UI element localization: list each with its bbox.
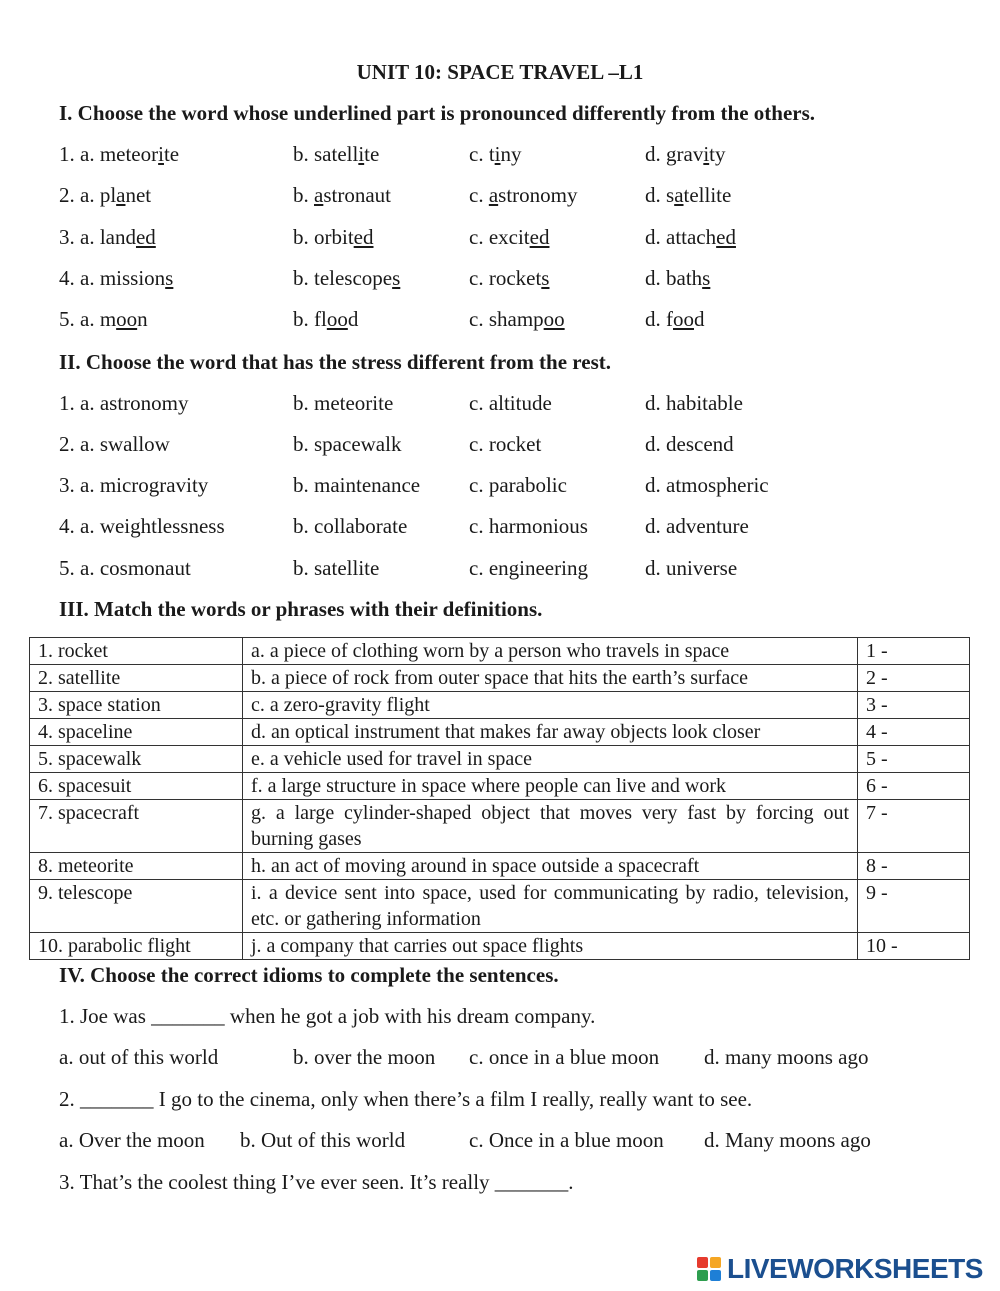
- option-part: b. fl: [293, 307, 327, 331]
- option[interactable]: d. atmospheric: [645, 473, 769, 497]
- option[interactable]: [469, 266, 549, 291]
- option[interactable]: [469, 307, 565, 332]
- option[interactable]: [59, 307, 148, 332]
- option-part: a: [116, 183, 126, 207]
- option-part: 1. a. meteor: [59, 142, 159, 166]
- option[interactable]: c. rocket: [469, 432, 542, 456]
- option-part: c.: [469, 183, 489, 207]
- table-row: [30, 853, 970, 880]
- option[interactable]: b. collaborate: [293, 514, 408, 538]
- option-part: 2. a. pl: [59, 183, 117, 207]
- option-part: i: [703, 142, 710, 166]
- option[interactable]: c. once in a blue moon: [469, 1045, 660, 1069]
- option-part: tellite: [683, 183, 732, 207]
- option[interactable]: [645, 225, 736, 250]
- option[interactable]: [59, 225, 156, 250]
- option-part: c. rocket: [469, 266, 542, 290]
- term-cell: 3. space station: [30, 692, 243, 719]
- section2-heading: II. Choose the word that has the stress different from the rest.: [59, 350, 611, 374]
- option[interactable]: c. altitude: [469, 391, 552, 415]
- table-row: [30, 692, 970, 719]
- definition-cell: d. an optical instrument that makes far away objects look closer: [243, 719, 858, 746]
- option[interactable]: c. Once in a blue moon: [469, 1128, 664, 1152]
- section3-heading: III. Match the words or phrases with their definitions.: [59, 597, 543, 621]
- option[interactable]: d. adventure: [645, 514, 749, 538]
- idiom-question-2: 2. _______ I go to the cinema, only when there’s a film I really, really want to see.: [59, 1087, 753, 1111]
- option-part: te: [163, 142, 180, 166]
- option[interactable]: b. meteorite: [293, 391, 394, 415]
- option[interactable]: [293, 266, 400, 291]
- option-part: oo: [326, 307, 348, 331]
- option[interactable]: [645, 266, 710, 291]
- table-row: [30, 719, 970, 746]
- option[interactable]: c. harmonious: [469, 514, 588, 538]
- definition-cell: f. a large structure in space where people can live and work: [243, 773, 858, 800]
- answer-cell[interactable]: 9 -: [858, 880, 970, 933]
- option-part: stronomy: [498, 183, 578, 207]
- term-cell: 4. spaceline: [30, 719, 243, 746]
- answer-cell[interactable]: 8 -: [858, 853, 970, 880]
- option-part: s: [541, 266, 550, 290]
- definition-cell: h. an act of moving around in space outside a spacecraft: [243, 853, 858, 880]
- logo-text: LIVEWORKSHEETS: [727, 1253, 983, 1284]
- option[interactable]: 3. a. microgravity: [59, 473, 209, 497]
- option[interactable]: d. habitable: [645, 391, 743, 415]
- section1-heading: I. Choose the word whose underlined part is pronounced differently from the others.: [59, 101, 816, 125]
- option-part: oo: [673, 307, 694, 331]
- option-part: oo: [116, 307, 138, 331]
- option[interactable]: 2. a. swallow: [59, 432, 170, 456]
- option-part: s: [165, 266, 174, 290]
- table-row: [30, 773, 970, 800]
- option-part: ny: [500, 142, 522, 166]
- option[interactable]: [469, 183, 578, 208]
- option-part: d: [347, 307, 359, 331]
- term-cell: 7. spacecraft: [30, 800, 243, 853]
- option-part: n: [137, 307, 148, 331]
- option[interactable]: c. engineering: [469, 556, 588, 580]
- option[interactable]: b. spacewalk: [293, 432, 402, 456]
- option-part: s: [392, 266, 401, 290]
- definition-cell: i. a device sent into space, used for communicating by radio, television, etc. or gathering information: [243, 880, 858, 933]
- option-part: stronaut: [323, 183, 391, 207]
- table-row: [30, 800, 970, 853]
- idiom-question-3: 3. That’s the coolest thing I’ve ever seen. It’s really _______.: [59, 1170, 574, 1194]
- option[interactable]: a. Over the moon: [59, 1128, 205, 1152]
- option[interactable]: [59, 142, 179, 167]
- option[interactable]: [59, 266, 173, 291]
- answer-cell[interactable]: 10 -: [858, 933, 970, 960]
- table-row: [30, 638, 970, 665]
- option-part: c. t: [469, 142, 495, 166]
- page-title: UNIT 10: SPACE TRAVEL –L1: [356, 60, 644, 84]
- option[interactable]: d. descend: [645, 432, 734, 456]
- term-cell: 2. satellite: [30, 665, 243, 692]
- option[interactable]: [469, 225, 549, 250]
- idiom-question-1: 1. Joe was _______ when he got a job with his dream company.: [59, 1004, 596, 1028]
- option-part: c. shamp: [469, 307, 544, 331]
- option-part: b. telescope: [293, 266, 393, 290]
- option-part: ed: [353, 225, 374, 249]
- answer-cell[interactable]: 5 -: [858, 746, 970, 773]
- term-cell: 10. parabolic flight: [30, 933, 243, 960]
- option-part: d. grav: [645, 142, 704, 166]
- option[interactable]: 5. a. cosmonaut: [59, 556, 191, 580]
- option[interactable]: 4. a. weightlessness: [59, 514, 225, 538]
- option-part: c. excit: [469, 225, 530, 249]
- option-part: i: [494, 142, 501, 166]
- option-part: d. f: [645, 307, 673, 331]
- definition-cell: j. a company that carries out space flights: [243, 933, 858, 960]
- option[interactable]: [469, 142, 522, 167]
- term-cell: 1. rocket: [30, 638, 243, 665]
- option-part: a: [488, 183, 499, 207]
- option-part: i: [358, 142, 365, 166]
- option[interactable]: [59, 183, 151, 208]
- term-cell: 9. telescope: [30, 880, 243, 933]
- option-part: s: [702, 266, 711, 290]
- answer-cell[interactable]: 1 -: [858, 638, 970, 665]
- option[interactable]: b. over the moon: [293, 1045, 436, 1069]
- option-part: ed: [135, 225, 156, 249]
- option-part: net: [125, 183, 152, 207]
- option-part: d. attach: [645, 225, 717, 249]
- table-row: [30, 665, 970, 692]
- option-part: d. s: [645, 183, 675, 207]
- option-part: d: [694, 307, 705, 331]
- option-part: b. orbit: [293, 225, 354, 249]
- option[interactable]: [645, 183, 731, 208]
- option[interactable]: [293, 307, 358, 332]
- definition-cell: e. a vehicle used for travel in space: [243, 746, 858, 773]
- option[interactable]: [293, 142, 379, 167]
- option[interactable]: d. many moons ago: [704, 1045, 869, 1069]
- option-part: 4. a. mission: [59, 266, 166, 290]
- option[interactable]: [293, 225, 374, 250]
- definition-cell: c. a zero-gravity flight: [243, 692, 858, 719]
- answer-cell[interactable]: 4 -: [858, 719, 970, 746]
- section4-heading: IV. Choose the correct idioms to complete the sentences.: [59, 963, 559, 987]
- option[interactable]: b. Out of this world: [240, 1128, 406, 1152]
- table-row: [30, 746, 970, 773]
- option-part: a: [674, 183, 684, 207]
- option[interactable]: a. out of this world: [59, 1045, 219, 1069]
- answer-cell[interactable]: 2 -: [858, 665, 970, 692]
- option-part: te: [364, 142, 380, 166]
- definition-cell: b. a piece of rock from outer space that hits the earth’s surface: [243, 665, 858, 692]
- answer-cell[interactable]: 3 -: [858, 692, 970, 719]
- option[interactable]: [645, 142, 726, 167]
- option-part: a: [314, 183, 324, 207]
- option-part: ty: [709, 142, 726, 166]
- definition-cell: a. a piece of clothing worn by a person who travels in space: [243, 638, 858, 665]
- term-cell: 6. spacesuit: [30, 773, 243, 800]
- option[interactable]: b. maintenance: [293, 473, 421, 497]
- table-row: [30, 933, 970, 960]
- term-cell: 5. spacewalk: [30, 746, 243, 773]
- option[interactable]: c. parabolic: [469, 473, 567, 497]
- option[interactable]: [293, 183, 391, 208]
- option-part: oo: [543, 307, 565, 331]
- option[interactable]: b. satellite: [293, 556, 380, 580]
- definition-cell: g. a large cylinder-shaped object that moves very fast by forcing out burning gases: [243, 800, 858, 853]
- table-row: [30, 880, 970, 933]
- term-cell: 8. meteorite: [30, 853, 243, 880]
- option-part: d. bath: [645, 266, 703, 290]
- option-part: b.: [293, 183, 314, 207]
- option[interactable]: d. universe: [645, 556, 738, 580]
- matching-table: [29, 637, 970, 960]
- option-part: 5. a. m: [59, 307, 117, 331]
- option-part: ed: [716, 225, 736, 249]
- option[interactable]: 1. a. astronomy: [59, 391, 189, 415]
- answer-cell[interactable]: 7 -: [858, 800, 970, 853]
- answer-cell[interactable]: 6 -: [858, 773, 970, 800]
- option-part: b. satell: [293, 142, 359, 166]
- option[interactable]: d. Many moons ago: [704, 1128, 871, 1152]
- option-part: 3. a. land: [59, 225, 136, 249]
- logo-mark-icon: [697, 1257, 721, 1281]
- option-part: ed: [529, 225, 550, 249]
- option-part: i: [158, 142, 164, 166]
- liveworksheets-logo: [697, 1253, 983, 1285]
- option[interactable]: [645, 307, 705, 332]
